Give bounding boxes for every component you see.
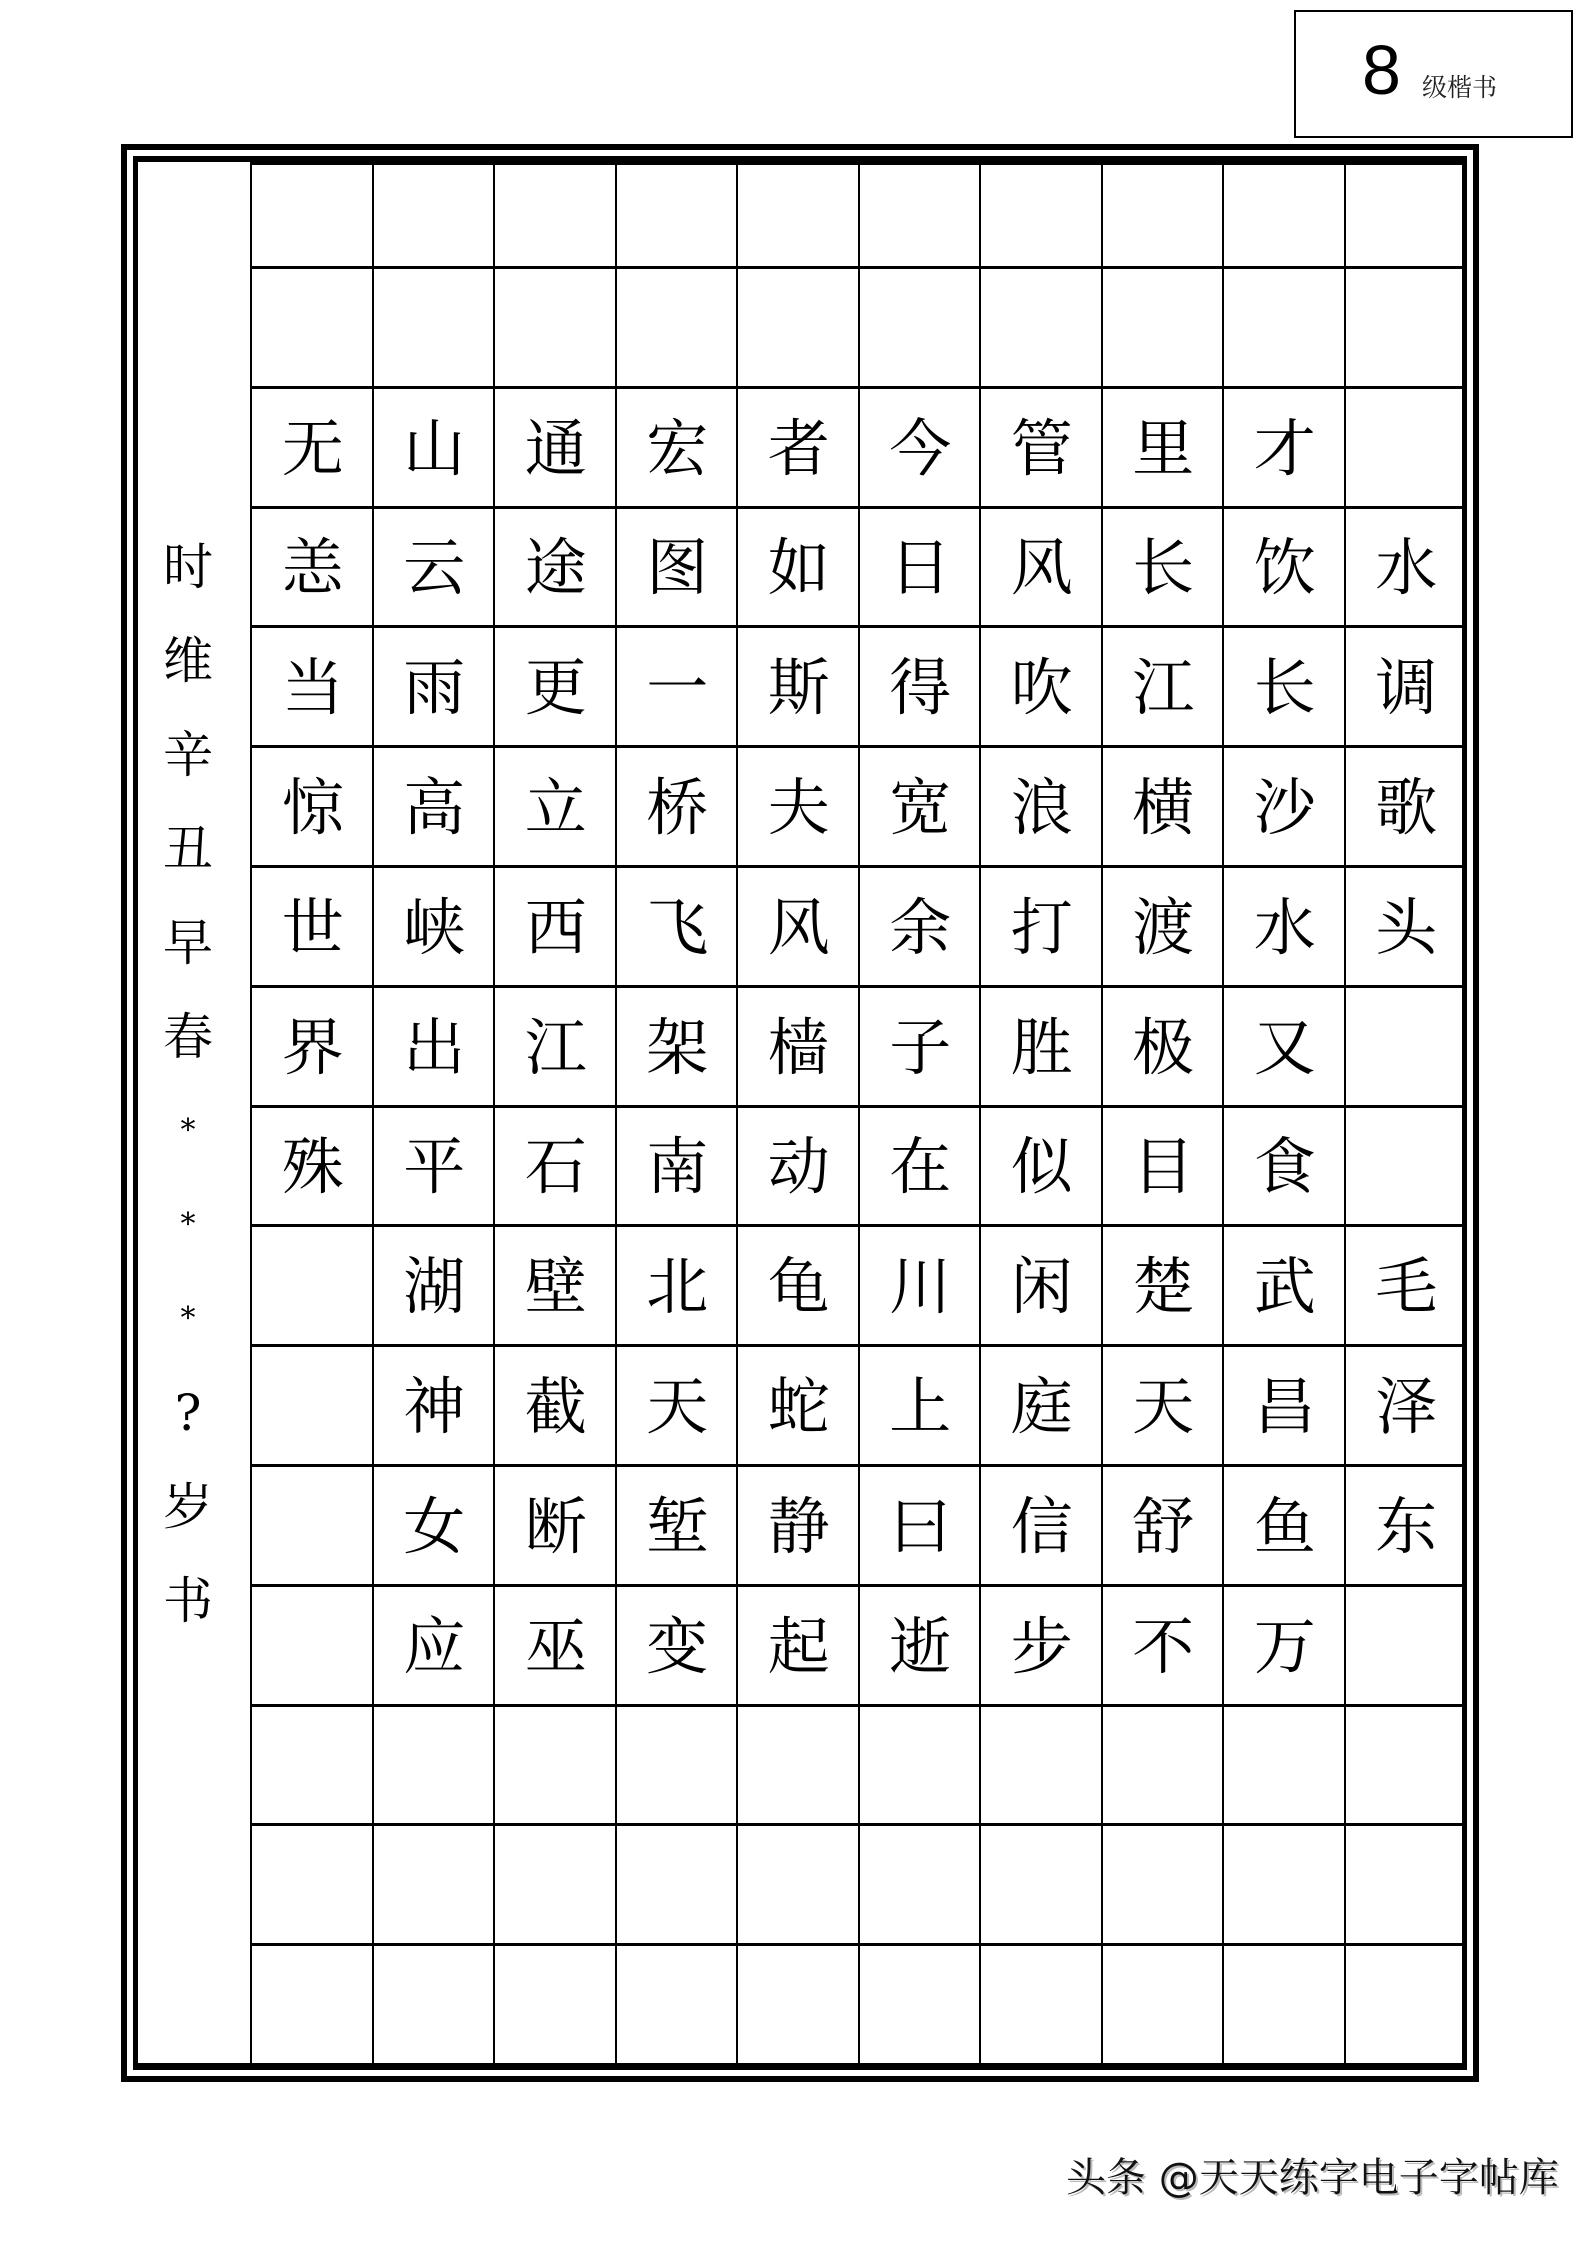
grid-cell (250, 1943, 374, 2066)
grid-cell: 平 (372, 1105, 496, 1228)
inscription-char: 早 (163, 914, 213, 972)
grid-cell: 浪 (979, 745, 1103, 868)
grid-cell: 吹 (979, 625, 1103, 748)
grid-cell (372, 1943, 496, 2066)
grid-cell (1101, 266, 1225, 389)
grid-cell (1344, 386, 1468, 509)
level-badge (1294, 10, 1573, 138)
grid-cell: 上 (858, 1344, 982, 1467)
grid-cell (979, 266, 1103, 389)
grid-cell (615, 1943, 739, 2066)
grid-cell (250, 1704, 374, 1827)
grid-cell: 蛇 (736, 1344, 860, 1467)
grid-cell: 架 (615, 985, 739, 1108)
grid-cell: 歌 (1344, 745, 1468, 868)
grid-cell (1344, 1704, 1468, 1827)
grid-cell: 樯 (736, 985, 860, 1108)
grid-cell (493, 1704, 617, 1827)
grid-cell: 堑 (615, 1464, 739, 1587)
grid-cell (1101, 1943, 1225, 2066)
grid-cell: 宽 (858, 745, 982, 868)
grid-cell: 万 (1222, 1584, 1346, 1707)
grid-cell: 更 (493, 625, 617, 748)
grid-cell (1222, 162, 1346, 269)
grid-cell (736, 1823, 860, 1946)
grid-cell: 子 (858, 985, 982, 1108)
grid-cell: 长 (1101, 506, 1225, 629)
grid-cell (858, 266, 982, 389)
grid-cell: 目 (1101, 1105, 1225, 1228)
grid-cell: 饮 (1222, 506, 1346, 629)
grid-cell: 日 (858, 506, 982, 629)
grid-cell (372, 266, 496, 389)
grid-cell: 泽 (1344, 1344, 1468, 1467)
grid-cell: 当 (250, 625, 374, 748)
grid-cell: 静 (736, 1464, 860, 1587)
grid-cell: 曰 (858, 1464, 982, 1587)
grid-cell (493, 1943, 617, 2066)
grid-cell (615, 162, 739, 269)
inscription-char: 岁 (163, 1478, 213, 1536)
inscription-column (146, 520, 230, 1648)
grid-cell: 出 (372, 985, 496, 1108)
grid-cell: 极 (1101, 985, 1225, 1108)
grid-cell (1101, 1823, 1225, 1946)
grid-cell: 渡 (1101, 865, 1225, 988)
grid-cell: 才 (1222, 386, 1346, 509)
inscription-char: 时 (163, 538, 213, 596)
grid-cell (1344, 1105, 1468, 1228)
grid-cell (1344, 1584, 1468, 1707)
grid-cell (250, 1584, 374, 1707)
grid-cell: 风 (736, 865, 860, 988)
grid-cell (615, 1823, 739, 1946)
watermark: 头条 @天天练字电子字帖库 (1066, 2155, 1559, 2201)
grid-cell: 起 (736, 1584, 860, 1707)
grid-cell: 里 (1101, 386, 1225, 509)
grid-cell: 食 (1222, 1105, 1346, 1228)
grid-cell: 世 (250, 865, 374, 988)
grid-cell: 图 (615, 506, 739, 629)
grid-cell: 江 (493, 985, 617, 1108)
grid-cell (736, 266, 860, 389)
grid-cell (1344, 1943, 1468, 2066)
grid-cell: 江 (1101, 625, 1225, 748)
grid-cell: 西 (493, 865, 617, 988)
grid-cell: 庭 (979, 1344, 1103, 1467)
grid-cell: 头 (1344, 865, 1468, 988)
grid-cell (493, 1823, 617, 1946)
grid-cell (1222, 1943, 1346, 2066)
grid-cell (1101, 1704, 1225, 1827)
grid-cell (372, 162, 496, 269)
grid-cell: 毛 (1344, 1224, 1468, 1347)
grid-cell: 斯 (736, 625, 860, 748)
grid-cell: 夫 (736, 745, 860, 868)
grid-cell: 横 (1101, 745, 1225, 868)
grid-cell (858, 1704, 982, 1827)
grid-cell (979, 1943, 1103, 2066)
grid-cell (736, 1704, 860, 1827)
grid-cell (493, 162, 617, 269)
grid-cell: 截 (493, 1344, 617, 1467)
grid-cell: 惊 (250, 745, 374, 868)
grid-cell: 风 (979, 506, 1103, 629)
grid-cell: 变 (615, 1584, 739, 1707)
grid-cell: 途 (493, 506, 617, 629)
grid-cell: 断 (493, 1464, 617, 1587)
grid-cell: 余 (858, 865, 982, 988)
grid-cell: 舒 (1101, 1464, 1225, 1587)
grid-cell: 石 (493, 1105, 617, 1228)
inscription-char: 书 (163, 1572, 213, 1630)
grid-cell: 胜 (979, 985, 1103, 1108)
grid-cell (736, 1943, 860, 2066)
grid-cell (1344, 266, 1468, 389)
grid-cell (250, 266, 374, 389)
grid-cell (1222, 266, 1346, 389)
grid-cell (1222, 1823, 1346, 1946)
grid-cell: 又 (1222, 985, 1346, 1108)
inscription-char: * (180, 1301, 196, 1336)
calligraphy-grid (250, 162, 1465, 2063)
grid-cell (250, 162, 374, 269)
grid-cell: 昌 (1222, 1344, 1346, 1467)
grid-cell (858, 1943, 982, 2066)
grid-cell: 水 (1344, 506, 1468, 629)
grid-cell: 无 (250, 386, 374, 509)
grid-cell (1222, 1704, 1346, 1827)
grid-cell: 者 (736, 386, 860, 509)
inscription-char: 维 (163, 632, 213, 690)
inscription-char: 辛 (163, 726, 213, 784)
grid-cell (1101, 162, 1225, 269)
grid-cell: 北 (615, 1224, 739, 1347)
grid-cell: 高 (372, 745, 496, 868)
grid-cell: 立 (493, 745, 617, 868)
grid-cell: 调 (1344, 625, 1468, 748)
grid-cell (1344, 1823, 1468, 1946)
grid-cell: 通 (493, 386, 617, 509)
grid-cell (493, 266, 617, 389)
grid-cell (1344, 162, 1468, 269)
grid-cell (979, 1704, 1103, 1827)
grid-cell: 在 (858, 1105, 982, 1228)
grid-cell: 川 (858, 1224, 982, 1347)
grid-cell (858, 162, 982, 269)
inscription-char: 丑 (163, 820, 213, 878)
grid-cell: 女 (372, 1464, 496, 1587)
grid-cell: 管 (979, 386, 1103, 509)
grid-cell (250, 1823, 374, 1946)
grid-cell (615, 266, 739, 389)
grid-cell (979, 162, 1103, 269)
grid-cell: 武 (1222, 1224, 1346, 1347)
grid-cell: 南 (615, 1105, 739, 1228)
grid-cell: 天 (615, 1344, 739, 1467)
grid-cell: 信 (979, 1464, 1103, 1587)
grid-cell: 宏 (615, 386, 739, 509)
grid-cell (250, 1464, 374, 1587)
grid-cell: 峡 (372, 865, 496, 988)
inscription-char: * (180, 1113, 196, 1148)
grid-cell: 东 (1344, 1464, 1468, 1587)
grid-cell: 鱼 (1222, 1464, 1346, 1587)
grid-cell: 殊 (250, 1105, 374, 1228)
inscription-char: 春 (163, 1008, 213, 1066)
grid-cell: 龟 (736, 1224, 860, 1347)
grid-cell: 楚 (1101, 1224, 1225, 1347)
grid-cell: 动 (736, 1105, 860, 1228)
grid-cell (250, 1224, 374, 1347)
grid-cell: 湖 (372, 1224, 496, 1347)
grid-cell: 神 (372, 1344, 496, 1467)
grid-cell: 应 (372, 1584, 496, 1707)
grid-cell: 逝 (858, 1584, 982, 1707)
grid-cell: 山 (372, 386, 496, 509)
grid-cell: 今 (858, 386, 982, 509)
grid-cell: 界 (250, 985, 374, 1108)
grid-cell: 一 (615, 625, 739, 748)
grid-cell (979, 1823, 1103, 1946)
grid-cell: 不 (1101, 1584, 1225, 1707)
inscription-char: * (180, 1207, 196, 1242)
grid-cell (250, 1344, 374, 1467)
inscription-char: ? (174, 1384, 202, 1442)
grid-cell: 壁 (493, 1224, 617, 1347)
grid-cell: 巫 (493, 1584, 617, 1707)
level-label: 级楷书 (1422, 73, 1498, 102)
grid-cell: 恙 (250, 506, 374, 629)
grid-cell: 天 (1101, 1344, 1225, 1467)
grid-cell: 似 (979, 1105, 1103, 1228)
grid-cell: 水 (1222, 865, 1346, 988)
grid-cell (372, 1823, 496, 1946)
grid-cell: 桥 (615, 745, 739, 868)
grid-cell: 如 (736, 506, 860, 629)
grid-cell: 步 (979, 1584, 1103, 1707)
grid-cell (858, 1823, 982, 1946)
grid-cell: 云 (372, 506, 496, 629)
grid-cell: 飞 (615, 865, 739, 988)
grid-cell: 长 (1222, 625, 1346, 748)
grid-cell: 打 (979, 865, 1103, 988)
grid-cell (736, 162, 860, 269)
grid-cell: 沙 (1222, 745, 1346, 868)
grid-cell: 雨 (372, 625, 496, 748)
grid-cell (372, 1704, 496, 1827)
grid-cell (1344, 985, 1468, 1108)
level-number: 8 (1362, 31, 1401, 109)
grid-cell: 闲 (979, 1224, 1103, 1347)
grid-cell (615, 1704, 739, 1827)
grid-cell: 得 (858, 625, 982, 748)
